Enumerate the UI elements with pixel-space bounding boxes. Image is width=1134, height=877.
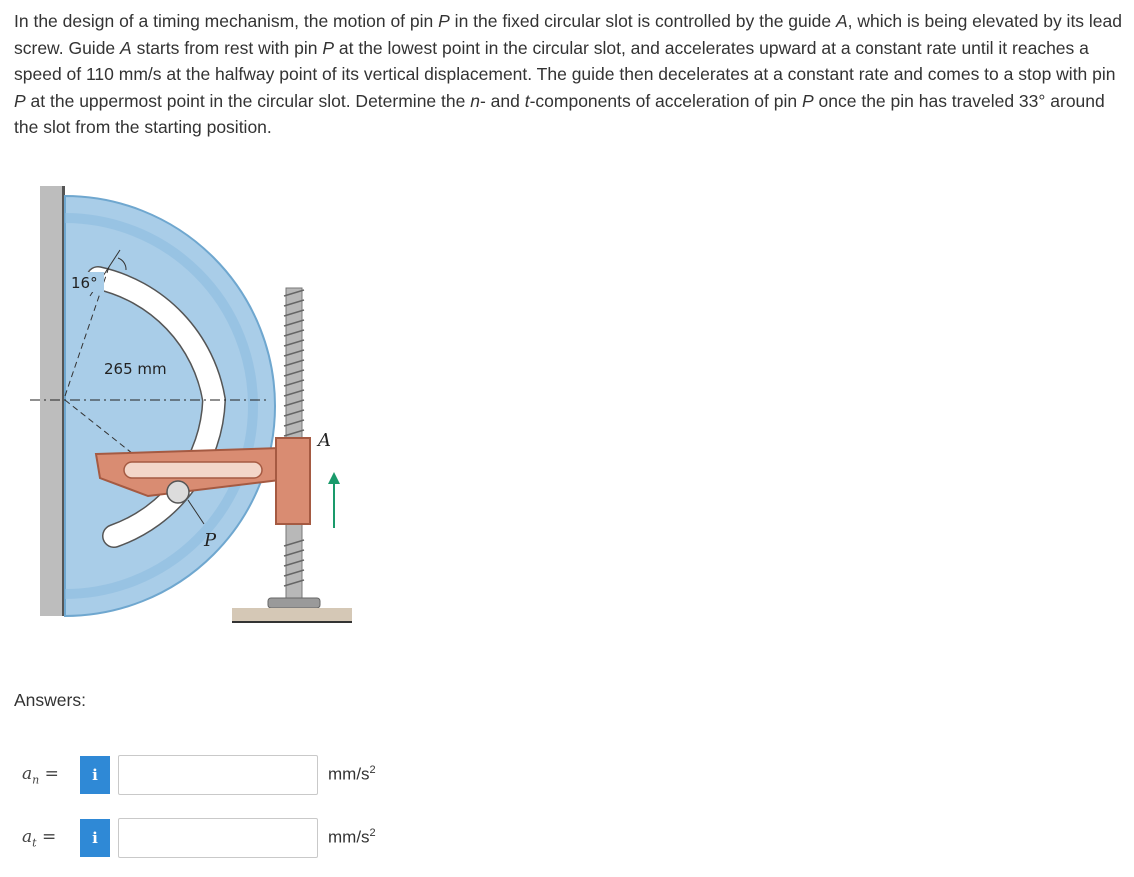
- variable-subscript: t: [32, 836, 37, 850]
- answer-row-an: [0, 755, 420, 795]
- question-segment: - and: [479, 90, 525, 111]
- question-segment: A: [120, 37, 132, 58]
- question-text: [14, 8, 1124, 141]
- question-segment: In the design of a timing mechanism, the motion of pin: [14, 11, 439, 31]
- ground: [232, 608, 352, 622]
- question-segment: starts from rest with pin: [131, 37, 323, 58]
- question-segment: once the pin has traveled 33° around the slot from the starting position.: [14, 90, 1105, 137]
- mechanism-figure: [28, 178, 358, 654]
- variable-equals: =: [39, 764, 59, 784]
- variable-label-an: [22, 764, 59, 786]
- unit-text: mm/s: [328, 827, 370, 847]
- question-segment: -components of acceleration of pin: [529, 90, 802, 111]
- question-segment: P: [801, 90, 814, 111]
- info-icon[interactable]: i: [80, 756, 110, 794]
- question-segment: P: [14, 90, 26, 111]
- variable-label-at: [22, 827, 56, 849]
- variable-subscript: n: [32, 773, 40, 787]
- question-segment: P: [322, 37, 335, 58]
- pin-p: [167, 481, 189, 503]
- angle-label: 16°: [71, 274, 98, 292]
- answer-input-an[interactable]: [118, 755, 318, 795]
- question-segment: P: [438, 11, 450, 31]
- guide-label: A: [318, 430, 331, 451]
- answers-heading: Answers:: [14, 690, 86, 710]
- guide-collar: [276, 438, 310, 524]
- screw-base: [268, 598, 320, 608]
- unit-exponent: 2: [369, 827, 376, 839]
- question-segment: t: [524, 90, 530, 111]
- pin-label: P: [204, 530, 217, 551]
- unit-exponent: 2: [369, 764, 376, 776]
- question-segment: A: [835, 11, 848, 31]
- variable-equals: =: [36, 827, 57, 847]
- arrow-up-icon: [328, 472, 340, 484]
- unit-text: mm/s: [328, 764, 370, 784]
- info-icon[interactable]: i: [80, 819, 110, 857]
- fixed-wall: [40, 186, 64, 616]
- answer-input-at[interactable]: [118, 818, 318, 858]
- answer-row-at: [0, 818, 420, 858]
- radius-label: 265 mm: [104, 360, 167, 378]
- slotted-plate: [65, 196, 275, 616]
- mechanism-diagram: [28, 178, 358, 654]
- variable-symbol: a: [22, 827, 33, 847]
- question-segment: , which is being elevated by its lead screw. Guide: [14, 11, 1122, 58]
- question-segment: at the lowest point in the circular slot, and accelerates upward at a constant rate until it reaches a speed of 110 mm/s at the halfway point of its vertical displacement. The guide then decelerates at a constant rate and comes to a stop with pin: [14, 37, 1116, 84]
- guide-slot: [124, 462, 262, 478]
- question-segment: at the uppermost point in the circular slot. Determine the: [25, 90, 471, 111]
- unit-label-at: [328, 827, 376, 848]
- question-segment: n: [470, 90, 480, 111]
- question-segment: in the fixed circular slot is controlled by the guide: [449, 11, 836, 31]
- unit-label-an: [328, 764, 376, 785]
- variable-symbol: a: [22, 764, 33, 784]
